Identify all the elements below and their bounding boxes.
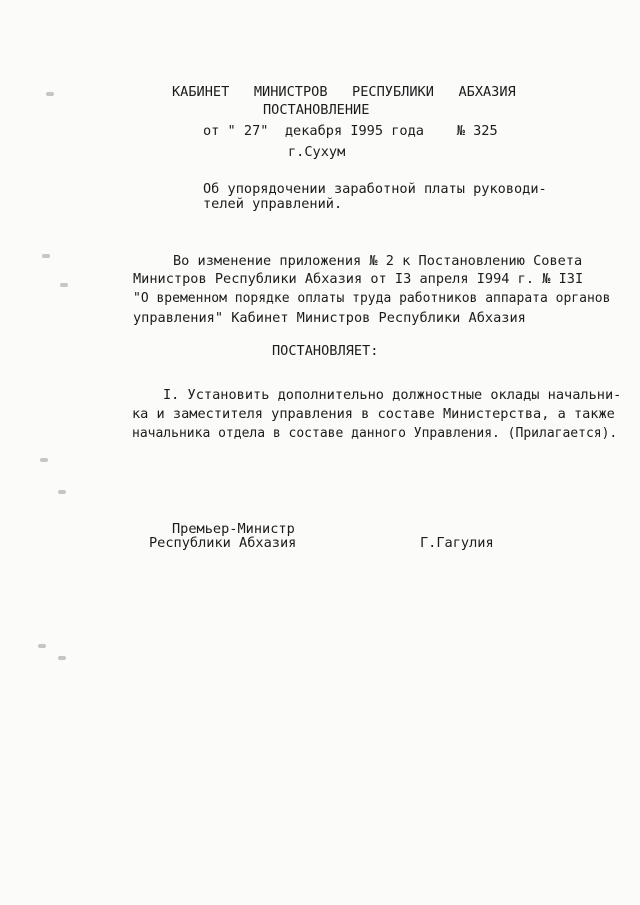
signatory-title: Премьер-Министр: [172, 521, 295, 537]
binding-mark: [60, 283, 68, 287]
binding-mark: [42, 254, 50, 258]
signatory-name: Г.Гагулия: [420, 535, 494, 551]
city: г.Сухум: [288, 144, 346, 160]
date-and-number: от " 27" декабря I995 года № 325: [203, 123, 498, 139]
cabinet-heading: КАБИНЕТ МИНИСТРОВ РЕСПУБЛИКИ АБХАЗИЯ: [172, 84, 516, 100]
preamble-line: "О временном порядке оплаты труда работников аппарата органов: [133, 291, 611, 306]
clause-line: I. Установить дополнительно должностные оклады начальни-: [163, 387, 622, 403]
document-type: ПОСТАНОВЛЕНИЕ: [263, 102, 370, 118]
preamble-line: Во изменение приложения № 2 к Постановлению Совета: [173, 253, 583, 269]
subject-line: Об упорядочении заработной платы руководи-: [203, 181, 547, 197]
binding-mark: [58, 490, 66, 494]
binding-mark: [38, 644, 46, 648]
resolves-heading: ПОСТАНОВЛЯЕТ:: [272, 343, 379, 359]
subject-line: телей управлений.: [203, 196, 343, 212]
binding-mark: [46, 92, 54, 96]
binding-mark: [40, 458, 48, 462]
signatory-title: Республики Абхазия: [149, 535, 297, 551]
preamble-line: управления" Кабинет Министров Республики Абхазия: [133, 310, 526, 326]
preamble-line: Министров Республики Абхазия от I3 апреля I994 г. № I3I: [133, 271, 584, 287]
clause-line: ка и заместителя управления в составе Министерства, а также: [132, 406, 615, 422]
binding-mark: [58, 656, 66, 660]
clause-line: начальника отдела в составе данного Управления. (Прилагается).: [132, 426, 618, 441]
